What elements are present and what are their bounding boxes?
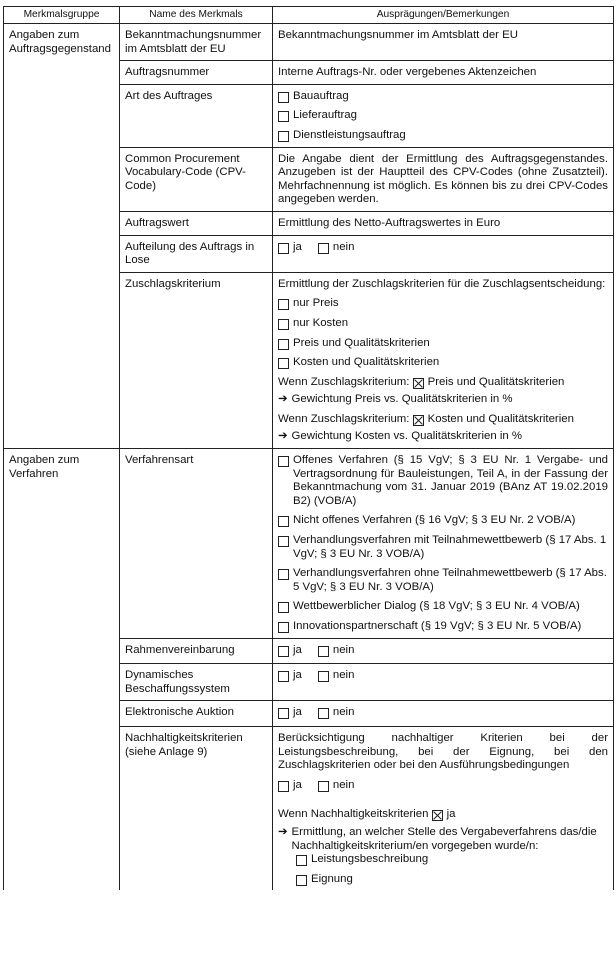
checkbox-option[interactable] xyxy=(278,90,608,104)
row-value xyxy=(273,726,614,890)
checked-box-icon xyxy=(432,810,443,821)
checkbox-icon[interactable] xyxy=(278,671,289,682)
row-name: Common Procurement Vocabulary-Code (CPV-Code) xyxy=(120,147,273,211)
group-spacer xyxy=(4,147,120,211)
checkbox-option[interactable]: Nicht offenes Verfahren (§ 16 VgV; § 3 EU Nr. 2 VOB/A) xyxy=(278,514,608,528)
group-label-auftragsgegenstand: Angaben zum Auftragsgegenstand xyxy=(4,24,120,61)
table-header-row xyxy=(4,7,614,24)
checkbox-option[interactable]: nur Kosten xyxy=(278,317,608,331)
arrow-icon: ➔ xyxy=(278,825,288,838)
checkbox-option[interactable] xyxy=(278,129,608,143)
row-value xyxy=(273,638,614,664)
arrow-line: ➔ Gewichtung Kosten vs. Qualitätskriterien in % xyxy=(278,430,522,443)
row-name: Art des Auftrages xyxy=(120,84,273,147)
row-name: Nachhaltigkeitskriterien (siehe Anlage 9) xyxy=(120,726,273,890)
checkbox-option[interactable]: Verhandlungsverfahren ohne Teilnahmewettbewerb (§ 17 Abs. 5 VgV; § 3 EU Nr. 3 VOB/A) xyxy=(278,567,608,594)
checked-box-icon xyxy=(413,378,424,389)
checkbox-icon[interactable] xyxy=(278,602,289,613)
group-spacer xyxy=(4,272,120,448)
row-name: Dynamisches Beschaffungssystem xyxy=(120,664,273,701)
table-row xyxy=(4,147,614,211)
checkbox-option[interactable]: Verhandlungsverfahren mit Teilnahmewettbewerb (§ 17 Abs. 1 VgV; § 3 EU Nr. 3 VOB/A) xyxy=(278,534,608,561)
header-auspraegungen: Ausprägungen/Bemerkungen xyxy=(273,7,614,24)
row-name: Bekanntmachungsnummer im Amtsblatt der EU xyxy=(120,24,273,61)
group-spacer xyxy=(4,61,120,85)
checkbox-icon[interactable] xyxy=(278,536,289,547)
row-value xyxy=(273,235,614,272)
table-row xyxy=(4,638,614,664)
checkbox-nein[interactable]: nein xyxy=(318,669,355,683)
arrow-icon: ➔ xyxy=(278,430,288,443)
row-value xyxy=(273,664,614,701)
checkbox-icon[interactable] xyxy=(278,243,289,254)
table-row xyxy=(4,211,614,235)
group-spacer xyxy=(4,638,120,664)
row-value: Die Angabe dient der Ermittlung des Auftragsgegenstandes. Anzugeben ist der Hauptteil des CPV-Codes (ohne Zusatzteil). Mehrfachnennung ist möglich. Es können bis zu drei CPV-Codes angegeben werden. xyxy=(273,147,614,211)
checkbox-icon[interactable] xyxy=(318,243,329,254)
table-row xyxy=(4,664,614,701)
checkbox-icon[interactable] xyxy=(278,319,289,330)
checkbox-icon[interactable] xyxy=(278,92,289,103)
checkbox-option[interactable]: Wettbewerblicher Dialog (§ 18 VgV; § 3 EU Nr. 4 VOB/A) xyxy=(278,600,608,614)
criteria-table xyxy=(3,6,614,890)
arrow-icon: ➔ xyxy=(278,393,288,406)
row-value: Interne Auftrags-Nr. oder vergebenes Aktenzeichen xyxy=(273,61,614,85)
checkbox-nein[interactable]: nein xyxy=(318,706,355,720)
group-spacer xyxy=(4,701,120,727)
table-row xyxy=(4,61,614,85)
checkbox-ja[interactable]: ja xyxy=(278,241,302,255)
checked-box-icon xyxy=(413,415,424,426)
table-row xyxy=(4,726,614,890)
condition-line: Wenn Zuschlagskriterium: Kosten und Qualitätskriterien xyxy=(278,412,574,425)
condition-line: Wenn Nachhaltigkeitskriterien ja xyxy=(278,808,456,821)
checkbox-option[interactable] xyxy=(278,109,608,123)
checkbox-icon[interactable] xyxy=(318,781,329,792)
group-spacer xyxy=(4,211,120,235)
checkbox-option[interactable]: nur Preis xyxy=(278,297,608,311)
option-label: Lieferauftrag xyxy=(293,109,357,122)
checkbox-icon[interactable] xyxy=(278,781,289,792)
checkbox-ja[interactable]: ja xyxy=(278,706,302,720)
table-row xyxy=(4,701,614,727)
table-row xyxy=(4,84,614,147)
checkbox-icon[interactable] xyxy=(278,299,289,310)
checkbox-option[interactable]: Eignung xyxy=(296,873,608,887)
row-name: Auftragsnummer xyxy=(120,61,273,85)
checkbox-nein[interactable]: nein xyxy=(318,779,355,793)
checkbox-icon[interactable] xyxy=(278,358,289,369)
checkbox-icon[interactable] xyxy=(318,708,329,719)
row-name: Auftragswert xyxy=(120,211,273,235)
group-label-verfahren: Angaben zum Verfahren xyxy=(4,449,120,639)
checkbox-icon[interactable] xyxy=(296,875,307,886)
arrow-line: ➔ Ermittlung, an welcher Stelle des Vergabeverfahrens das/die Nachhaltigkeitskriterium/en vorgegeben wurde/n: xyxy=(278,825,597,852)
option-label: Bauauftrag xyxy=(293,89,349,102)
row-name: Aufteilung des Auftrags in Lose xyxy=(120,235,273,272)
checkbox-icon[interactable] xyxy=(278,708,289,719)
group-spacer xyxy=(4,84,120,147)
header-name-des-merkmals: Name des Merkmals xyxy=(120,7,273,24)
table-row xyxy=(4,235,614,272)
row-name: Elektronische Auktion xyxy=(120,701,273,727)
arrow-line: ➔ Gewichtung Preis vs. Qualitätskriterien in % xyxy=(278,393,513,406)
zuschlag-intro: Ermittlung der Zuschlagskriterien für die Zuschlagsentscheidung: xyxy=(278,277,606,290)
checkbox-icon[interactable] xyxy=(278,111,289,122)
row-name: Zuschlagskriterium xyxy=(120,272,273,448)
checkbox-icon[interactable] xyxy=(278,569,289,580)
table-row xyxy=(4,272,614,448)
checkbox-icon[interactable] xyxy=(278,339,289,350)
checkbox-icon[interactable] xyxy=(278,622,289,633)
condition-line: Wenn Zuschlagskriterium: Preis und Qualitätskriterien xyxy=(278,375,565,388)
checkbox-option[interactable]: Offenes Verfahren (§ 15 VgV; § 3 EU Nr. 1 Vergabe- und Vertragsordnung für Bauleistungen, Teil A, in der Fassung der Bekanntmachung vom 31. Januar 2019 (BAnz AT 19.02.2019 B2) (VOB/A) xyxy=(278,454,608,508)
checkbox-icon[interactable] xyxy=(278,646,289,657)
option-label: Dienstleistungsauftrag xyxy=(293,128,406,141)
row-name: Rahmenvereinbarung xyxy=(120,638,273,664)
checkbox-option[interactable]: Kosten und Qualitätskriterien xyxy=(278,356,608,370)
checkbox-icon[interactable] xyxy=(278,456,289,467)
group-spacer xyxy=(4,235,120,272)
checkbox-ja[interactable]: ja xyxy=(278,669,302,683)
checkbox-ja[interactable]: ja xyxy=(278,779,302,793)
checkbox-nein[interactable]: nein xyxy=(318,644,355,658)
checkbox-icon[interactable] xyxy=(318,671,329,682)
row-value: Bekanntmachungsnummer im Amtsblatt der EU xyxy=(273,24,614,61)
row-value xyxy=(273,272,614,448)
header-merkmalsgruppe: Merkmalsgruppe xyxy=(4,7,120,24)
row-value xyxy=(273,449,614,639)
nachhaltig-intro: Berücksichtigung nachhaltiger Kriterien bei der Leistungsbeschreibung, bei der Eignung, bei den Zuschlagskriterien oder bei den Ausführungsbedingungen xyxy=(278,731,608,772)
checkbox-icon[interactable] xyxy=(318,646,329,657)
checkbox-icon[interactable] xyxy=(278,131,289,142)
checkbox-ja[interactable]: ja xyxy=(278,644,302,658)
group-spacer xyxy=(4,726,120,890)
checkbox-icon[interactable] xyxy=(278,516,289,527)
row-value xyxy=(273,84,614,147)
row-value xyxy=(273,701,614,727)
row-name: Verfahrensart xyxy=(120,449,273,639)
checkbox-option[interactable]: Leistungsbeschreibung xyxy=(296,853,608,867)
nachhaltig-ja-nein xyxy=(278,779,608,795)
table-row xyxy=(4,449,614,639)
row-value: Ermittlung des Netto-Auftragswertes in Euro xyxy=(273,211,614,235)
group-spacer xyxy=(4,664,120,701)
checkbox-option[interactable]: Innovationspartnerschaft (§ 19 VgV; § 3 EU Nr. 5 VOB/A) xyxy=(278,620,608,634)
checkbox-nein[interactable]: nein xyxy=(318,241,355,255)
table-row xyxy=(4,24,614,61)
checkbox-option[interactable]: Preis und Qualitätskriterien xyxy=(278,337,608,351)
checkbox-icon[interactable] xyxy=(296,855,307,866)
